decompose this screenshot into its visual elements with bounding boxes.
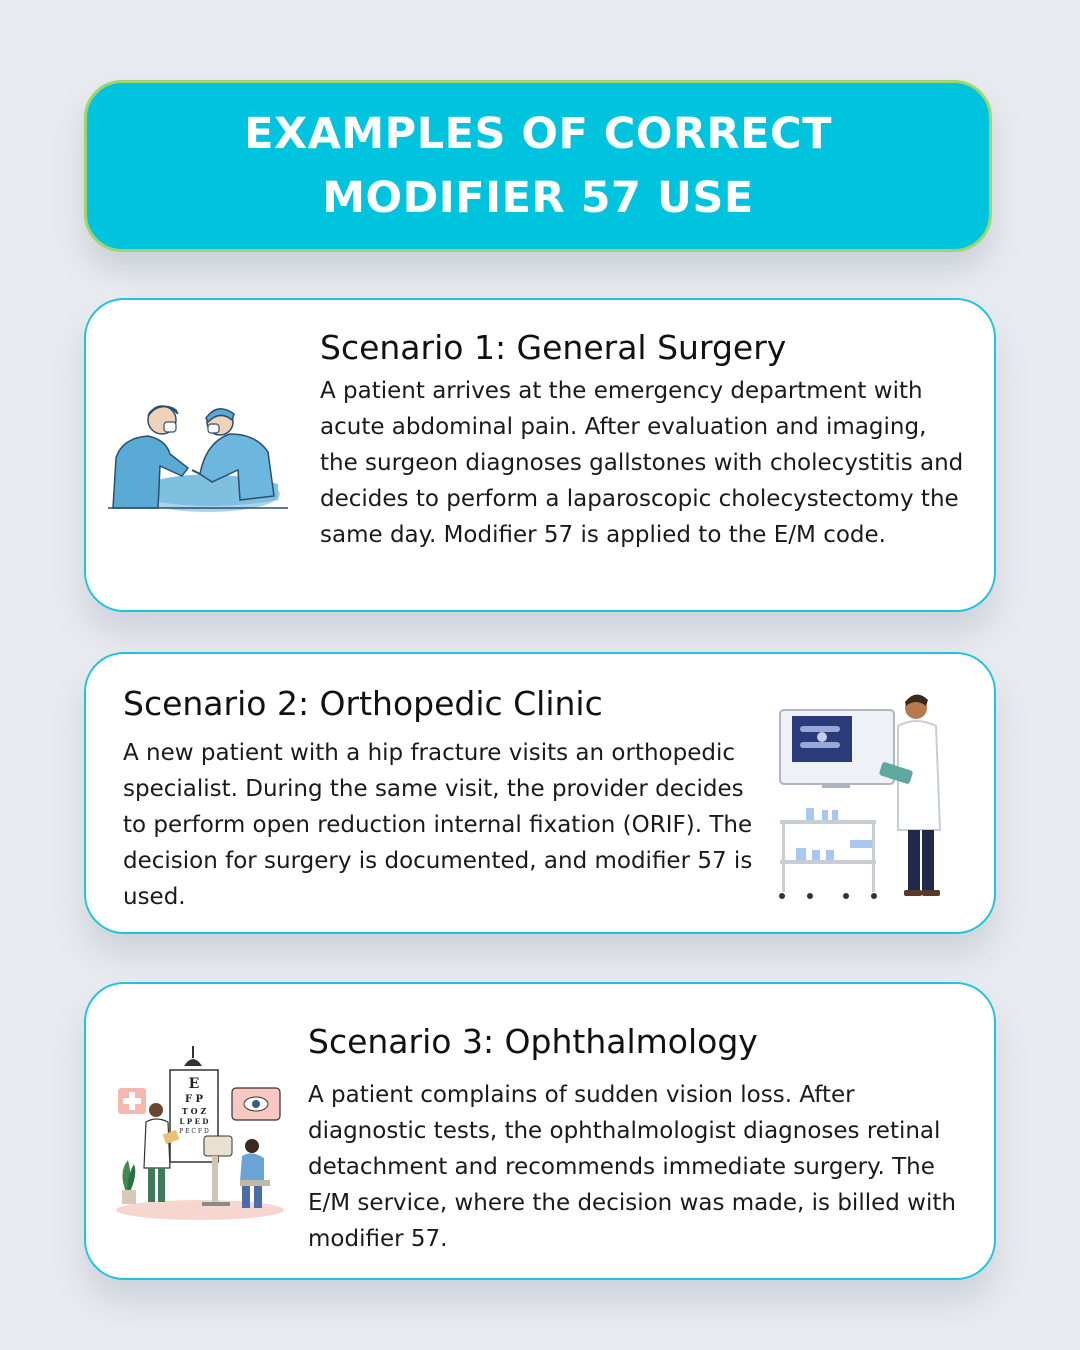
header-banner xyxy=(84,80,992,252)
page-title-line-1: EXAMPLES OF CORRECT xyxy=(244,109,832,159)
eye-chart-row-2: F P xyxy=(184,1094,204,1105)
scenario-card-2 xyxy=(84,652,996,934)
scenario-card-3 xyxy=(84,982,996,1280)
page-title-line-2: MODIFIER 57 USE xyxy=(322,173,754,223)
scenario-2-body: A new patient with a hip fracture visits an orthopedic specialist. During the same visit, the provider decides to perform open reduction internal fixation (ORIF). The decision for surgery is documented, and modifier 57 is used. xyxy=(123,740,753,910)
scenario-1-body: A patient arrives at the emergency department with acute abdominal pain. After evaluation and imaging, the surgeon diagnoses gallstones with cholecystitis and decides to perform a laparoscopic cholecystectomy the same day. Modifier 57 is applied to the E/M code. xyxy=(320,378,964,548)
eye-chart-row-3: T O Z xyxy=(181,1106,207,1116)
scenario-2-title: Scenario 2: Orthopedic Clinic xyxy=(123,684,603,723)
surgeons-operating-illustration xyxy=(108,396,288,518)
doctor-xray-illustration xyxy=(776,690,956,900)
page-title xyxy=(244,102,832,230)
eye-chart-row-5: P E C F D xyxy=(179,1128,209,1135)
eye-chart-row-1: E xyxy=(188,1076,200,1092)
scenario-1-title: Scenario 1: General Surgery xyxy=(320,328,787,367)
eye-exam-illustration xyxy=(112,1042,288,1222)
scenario-3-body: A patient complains of sudden vision loss. After diagnostic tests, the ophthalmologist diagnoses retinal detachment and recommends immediate surgery. The E/M service, where the decision was made, is billed with modifier 57. xyxy=(308,1082,956,1252)
scenario-3-title: Scenario 3: Ophthalmology xyxy=(308,1022,758,1061)
scenario-card-1 xyxy=(84,298,996,612)
eye-chart-row-4: L P E D xyxy=(179,1117,209,1126)
